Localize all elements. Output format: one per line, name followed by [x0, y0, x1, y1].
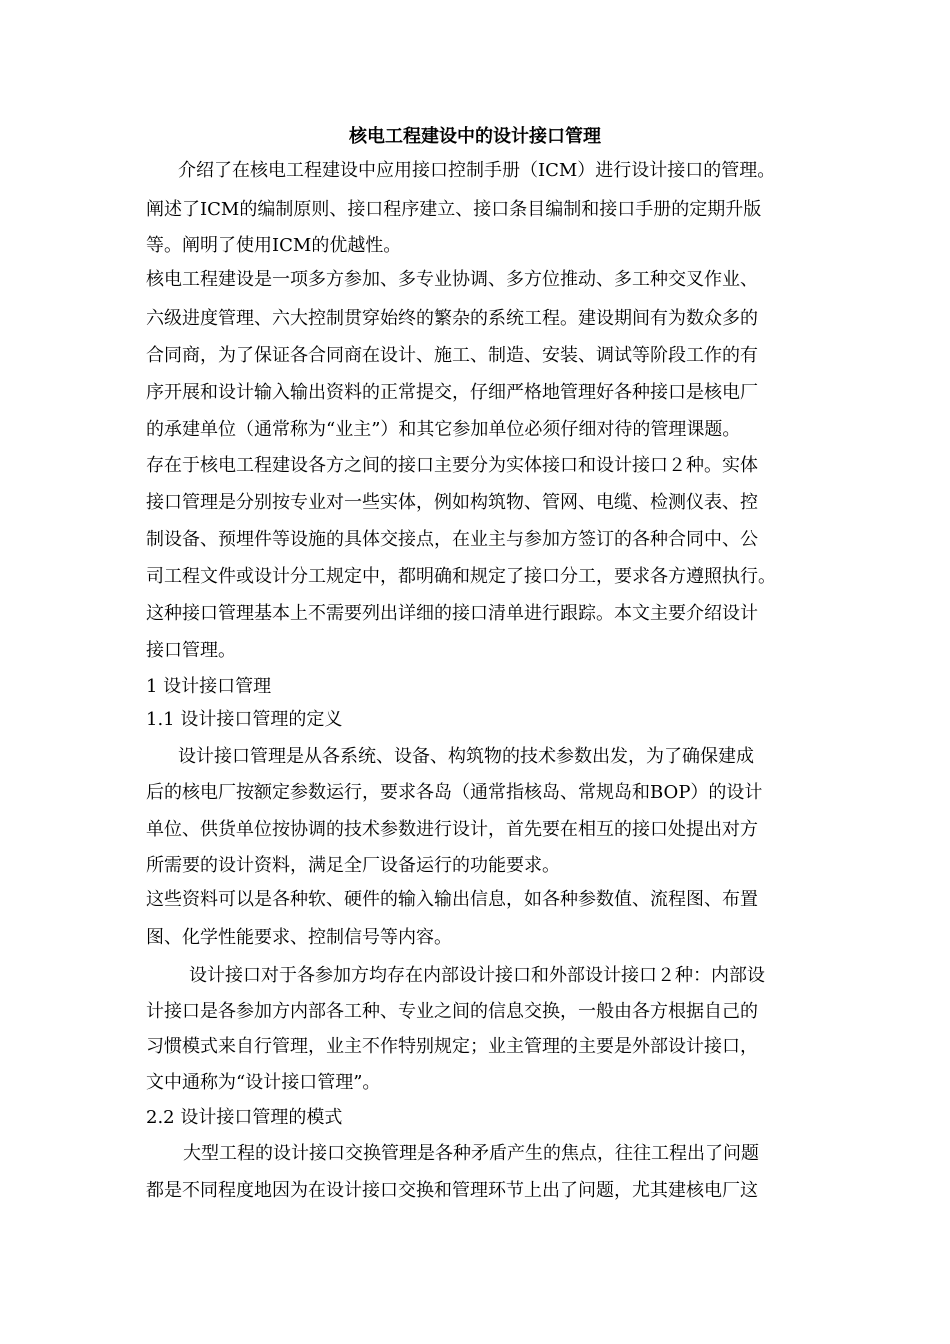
body-line: 这种接口管理基本上不需要列出详细的接口清单进行跟踪。本文主要介绍设计 — [146, 603, 758, 624]
body-line: 六级进度管理、六大控制贯穿始终的繁杂的系统工程。建设期间有为数众多的 — [146, 308, 758, 329]
subsection-heading: 2.2 设计接口管理的模式 — [146, 1107, 343, 1128]
body-line: 文中通称为“设计接口管理”。 — [146, 1072, 381, 1093]
body-line: 设计接口对于各参加方均存在内部设计接口和外部设计接口２种：内部设 — [189, 965, 765, 986]
body-line: 制设备、预埋件等设施的具体交接点，在业主与参加方签订的各种合同中、公 — [146, 529, 758, 550]
body-line: 核电工程建设是一项多方参加、多专业协调、多方位推动、多工种交叉作业、 — [146, 269, 758, 290]
body-line: 图、化学性能要求、控制信号等内容。 — [146, 927, 452, 948]
body-line: 合同商，为了保证各合同商在设计、施工、制造、安装、调试等阶段工作的有 — [146, 345, 758, 366]
subsection-heading: 1.1 设计接口管理的定义 — [146, 709, 343, 730]
section-heading: 1 设计接口管理 — [146, 676, 272, 697]
abstract-line-2: 阐述了ICM的编制原则、接口程序建立、接口条目编制和接口手册的定期升版 — [146, 199, 762, 220]
abstract-line-3: 等。阐明了使用ICM的优越性。 — [146, 235, 402, 256]
body-line: 设计接口管理是从各系统、设备、构筑物的技术参数出发，为了确保建成 — [178, 746, 754, 767]
body-line: 这些资料可以是各种软、硬件的输入输出信息，如各种参数值、流程图、布置 — [146, 889, 758, 910]
body-line: 序开展和设计输入输出资料的正常提交，仔细严格地管理好各种接口是核电厂 — [146, 382, 758, 403]
body-line: 后的核电厂按额定参数运行，要求各岛（通常指核岛、常规岛和BOP）的设计 — [146, 782, 763, 803]
abstract-line-1: 介绍了在核电工程建设中应用接口控制手册（ICM）进行设计接口的管理。 — [178, 160, 776, 181]
body-line: 单位、供货单位按协调的技术参数进行设计，首先要在相互的接口处提出对方 — [146, 819, 758, 840]
body-line: 的承建单位（通常称为“业主”）和其它参加单位必须仔细对待的管理课题。 — [146, 419, 741, 440]
body-line: 所需要的设计资料，满足全厂设备运行的功能要求。 — [146, 855, 560, 876]
body-line: 存在于核电工程建设各方之间的接口主要分为实体接口和设计接口２种。实体 — [146, 455, 758, 476]
body-line: 都是不同程度地因为在设计接口交换和管理环节上出了问题，尤其建核电厂这 — [146, 1180, 758, 1201]
body-line: 接口管理。 — [146, 640, 236, 661]
document-title: 核电工程建设中的设计接口管理 — [349, 126, 601, 147]
body-line: 计接口是各参加方内部各工种、专业之间的信息交换，一般由各方根据自己的 — [146, 1001, 758, 1022]
body-line: 习惯模式来自行管理，业主不作特别规定；业主管理的主要是外部设计接口， — [146, 1036, 758, 1057]
body-line: 司工程文件或设计分工规定中，都明确和规定了接口分工，要求各方遵照执行。 — [146, 566, 776, 587]
body-line: 大型工程的设计接口交换管理是各种矛盾产生的焦点，往往工程出了问题 — [183, 1143, 759, 1164]
body-line: 接口管理是分别按专业对一些实体，例如构筑物、管网、电缆、检测仪表、控 — [146, 492, 758, 513]
